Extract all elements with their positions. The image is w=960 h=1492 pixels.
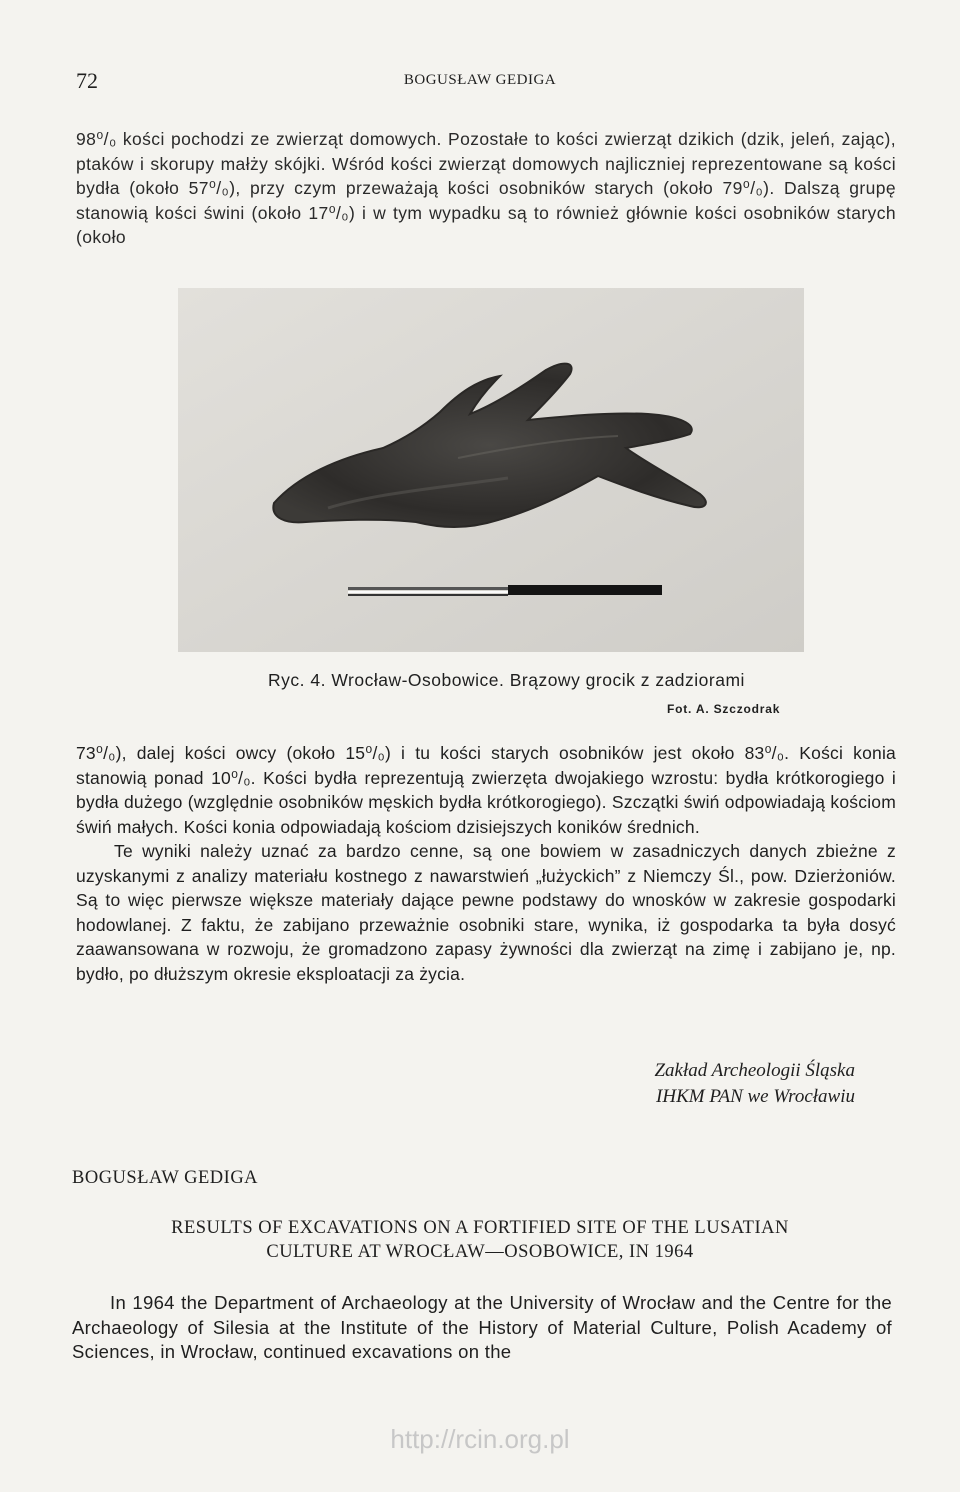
figure-caption: Ryc. 4. Wrocław-Osobowice. Brązowy grocik z zadziorami — [268, 670, 745, 690]
paragraph-top: 98⁰/₀ kości pochodzi ze zwierząt domowych. Pozostałe to kości zwierząt dzikich (dzik, jeleń, zając), ptaków i skorupy małży skójki. Wśród kości zwierząt domowych najliczniej reprezentowane są kości bydła (około 57⁰/₀), przy czym przeważają kości osobników starych (około 79⁰/₀). Dalszą grupę stanowią kości świni (około 17⁰/₀) i w tym wypadku są to również głównie kości osobników starych (około — [76, 129, 896, 247]
paragraph-mid-2: Te wyniki należy uznać za bardzo cenne, są one bowiem w zasadniczych danych zbieżne z uzyskanymi z analizy materiału kostnego z nawarstwień „łużyckich” z Niemczy Śl., pow. Dzierżoniów. Są to więc pierwsze większe materiały dające pewne podstawy do wnosków w zakresie gospodarki hodowlanej. Z faktu, że zabijano przeważnie osobniki stare, wynika, iż gospodarka ta była dosyć zaawansowana w rozwoju, że gromadzono zapasy żywności dla zwierząt na zimę i zabijano je, np. bydło, po dłuższym okresie eksploatacji za życia. — [76, 841, 896, 984]
photo-credit: Fot. A. Szczodrak — [667, 702, 781, 716]
page-number: 72 — [76, 68, 98, 93]
summary-title-line-2: CULTURE AT WROCŁAW—OSOBOWICE, IN 1964 — [266, 1242, 694, 1262]
running-head: BOGUSŁAW GEDIGA — [403, 72, 557, 88]
paragraph-mid-1: 73⁰/₀), dalej kości owcy (około 15⁰/₀) i tu kości starych osobników jest około 83⁰/₀. Kości konia stanowią ponad 10⁰/₀. Kości bydła reprezentują zwierzęta dwojakiego wzrostu: bydła krótkorogiego i bydła dużego (względnie osobników męskich bydła krótkorogiego). Szczątki świń odpowiadają kościom świń małych. Kości konia odpowiadają kościom dzisiejszych koników średnich. — [76, 743, 896, 837]
affiliation — [0, 1058, 855, 1110]
summary-paragraph — [72, 1291, 892, 1365]
affiliation-line-1: Zakład Archeologii Śląska — [654, 1060, 855, 1081]
paragraph-mid — [76, 741, 896, 986]
summary-title — [0, 1216, 960, 1264]
summary-title-line-1: RESULTS OF EXCAVATIONS ON A FORTIFIED SITE OF THE LUSATIAN — [171, 1218, 789, 1238]
affiliation-line-2: IHKM PAN we Wrocławiu — [656, 1086, 855, 1107]
watermark-link[interactable]: http://rcin.org.pl — [390, 1424, 570, 1454]
arrowhead-photo — [178, 288, 804, 652]
figure-photo — [178, 288, 804, 652]
summary-author: BOGUSŁAW GEDIGA — [72, 1168, 259, 1188]
summary-paragraph-text: In 1964 the Department of Archaeology at the University of Wrocław and the Centre for the Archaeology of Silesia at the Institute of the History of Material Culture, Polish Academy of Sciences, in Wrocław, continued excavations on the — [72, 1292, 892, 1362]
